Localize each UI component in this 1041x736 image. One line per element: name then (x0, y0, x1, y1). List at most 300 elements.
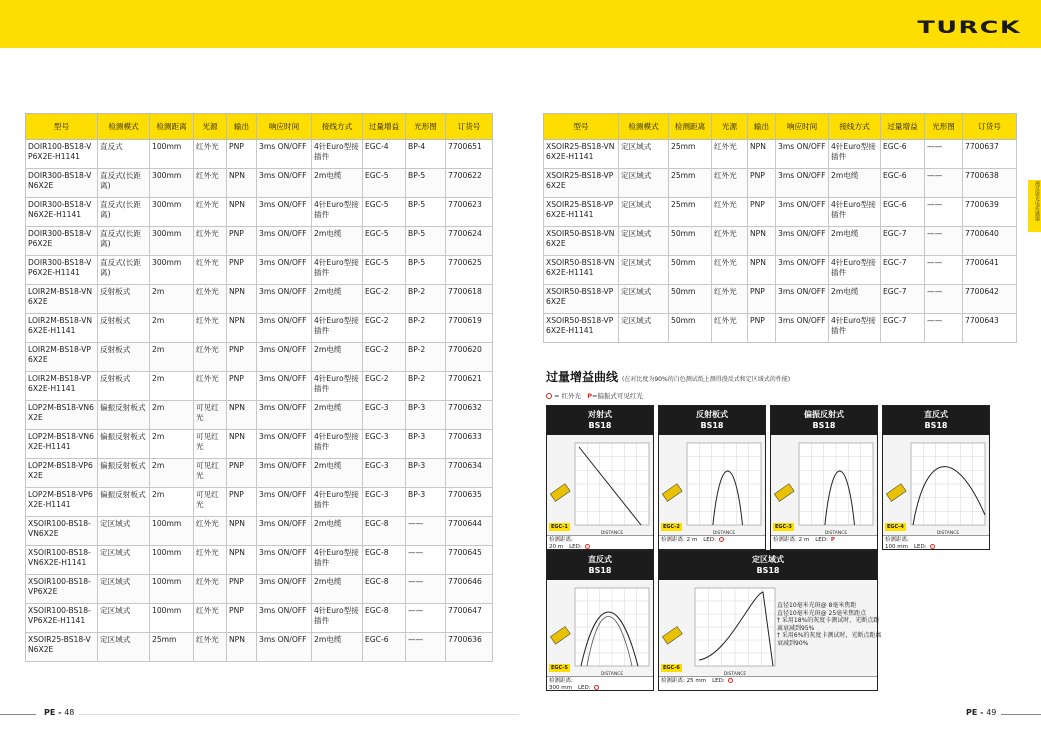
table-cell: 红外光 (712, 256, 748, 285)
table-cell: 定区域式 (619, 169, 669, 198)
table-row (26, 314, 493, 343)
table-cell: —— (925, 227, 963, 256)
table-cell: 红外光 (194, 517, 227, 546)
egc-badge: EGC-3 (775, 524, 792, 530)
table-cell: EGC-6 (881, 198, 925, 227)
gain-curve-graph (547, 435, 653, 535)
table-cell: NPN (227, 401, 257, 430)
table-cell: PNP (227, 343, 257, 372)
footer-rule-left (0, 714, 36, 715)
table-cell: 2m (150, 401, 194, 430)
table-cell: 7700635 (446, 488, 493, 517)
turck-logo: TURCK (917, 18, 1021, 38)
table-cell: 7700618 (446, 285, 493, 314)
table-cell: BP-5 (406, 256, 446, 285)
table-cell: 红外光 (712, 314, 748, 343)
table-cell: 100mm (150, 604, 194, 633)
table-cell: 3ms ON/OFF (776, 256, 829, 285)
panel-chart-area (659, 435, 765, 535)
page-number-left: PE - 48 (44, 708, 75, 717)
table-row (26, 430, 493, 459)
table-cell: 定区域式 (98, 575, 150, 604)
gain-curve-panel (770, 405, 878, 550)
table-cell: XSOIR50-BS18-VN6X2E (544, 227, 619, 256)
table-cell: 100mm (150, 140, 194, 169)
table-cell: 7700634 (446, 459, 493, 488)
infrared-circle-icon (585, 544, 590, 549)
table-cell: PNP (748, 285, 776, 314)
gain-curve-panel (546, 550, 654, 691)
table-cell: 300mm (150, 198, 194, 227)
table-cell: 3ms ON/OFF (776, 198, 829, 227)
table-cell: EGC-8 (363, 575, 406, 604)
table-row (544, 140, 1017, 169)
table-cell: 7700620 (446, 343, 493, 372)
gain-curve-panel (546, 405, 654, 550)
table-cell: 3ms ON/OFF (257, 401, 312, 430)
table-cell: 4针Euro型接插件 (312, 140, 363, 169)
table-cell: LOIR2M-BS18-VN6X2E (26, 285, 98, 314)
table-cell: PNP (227, 227, 257, 256)
table-cell: 偏振反射板式 (98, 488, 150, 517)
table-cell: EGC-6 (881, 140, 925, 169)
table-cell: 7700619 (446, 314, 493, 343)
table-row (26, 459, 493, 488)
table-cell: —— (925, 285, 963, 314)
table-cell: 4针Euro型接插件 (829, 140, 881, 169)
table-cell: 定区域式 (619, 227, 669, 256)
table-cell: 7700640 (963, 227, 1017, 256)
footer-rule-left-light (79, 714, 519, 715)
table-cell: 2m (150, 285, 194, 314)
table-cell: 7700632 (446, 401, 493, 430)
egc-badge: EGC-5 (551, 665, 568, 671)
table-cell: 50mm (669, 314, 712, 343)
table-row (26, 198, 493, 227)
table-cell: 3ms ON/OFF (776, 227, 829, 256)
table-cell: 7700638 (963, 169, 1017, 198)
column-header: 过量增益 (363, 114, 406, 140)
table-cell: PNP (748, 198, 776, 227)
table-cell: EGC-2 (363, 372, 406, 401)
x-axis-label: DISTANCE (723, 672, 747, 676)
column-header: 型号 (544, 114, 619, 140)
table-cell: EGC-4 (363, 140, 406, 169)
table-cell: 50mm (669, 285, 712, 314)
table-cell: EGC-8 (363, 546, 406, 575)
table-cell: 4针Euro型接插件 (312, 546, 363, 575)
table-cell: 定区域式 (619, 314, 669, 343)
table-row (544, 314, 1017, 343)
panel-footer: 检测距离: 2 m LED: (659, 535, 765, 549)
table-cell: PNP (227, 140, 257, 169)
table-cell: EGC-7 (881, 285, 925, 314)
table-row (26, 488, 493, 517)
table-cell: 3ms ON/OFF (257, 633, 312, 662)
table-cell: 红外光 (194, 343, 227, 372)
gain-curve-panel (882, 405, 990, 550)
table-cell: 红外光 (194, 169, 227, 198)
table-cell: 4针Euro型接插件 (829, 198, 881, 227)
column-header: 输出 (227, 114, 257, 140)
table-cell: 可见红光 (194, 430, 227, 459)
table-cell: BP-3 (406, 401, 446, 430)
table-cell: 4针Euro型接插件 (312, 604, 363, 633)
table-cell: 红外光 (194, 198, 227, 227)
table-cell: —— (406, 633, 446, 662)
table-cell: 100mm (150, 575, 194, 604)
table-cell: EGC-5 (363, 169, 406, 198)
table-cell: 7700643 (963, 314, 1017, 343)
table-row (544, 285, 1017, 314)
table-cell: PNP (748, 169, 776, 198)
infrared-circle-icon (546, 393, 552, 399)
table-cell: 25mm (669, 140, 712, 169)
table-cell: 2m电缆 (312, 285, 363, 314)
x-axis-label: DISTANCE (600, 672, 624, 676)
table-cell: 定区域式 (619, 140, 669, 169)
table-row (544, 169, 1017, 198)
table-cell: NPN (227, 169, 257, 198)
table-cell: —— (925, 169, 963, 198)
table-cell: 直反式 (98, 140, 150, 169)
egc-badge: EGC-1 (551, 524, 568, 530)
table-cell: 7700624 (446, 227, 493, 256)
table-cell: 2m (150, 314, 194, 343)
table-cell: PNP (227, 604, 257, 633)
table-cell: 300mm (150, 227, 194, 256)
table-cell: BP-3 (406, 459, 446, 488)
table-cell: 3ms ON/OFF (257, 169, 312, 198)
table-cell: 4针Euro型接插件 (312, 256, 363, 285)
table-cell: 直反式(长距离) (98, 169, 150, 198)
panel-footer: 检测距离: 20 m LED: (547, 535, 653, 549)
table-cell: 反射板式 (98, 343, 150, 372)
table-cell: 红外光 (712, 198, 748, 227)
table-row (26, 169, 493, 198)
panel-chart-area (659, 580, 882, 676)
polarized-p-icon: P (587, 392, 592, 400)
table-cell: LOP2M-BS18-VN6X2E-H1141 (26, 430, 98, 459)
table-cell: EGC-5 (363, 227, 406, 256)
table-cell: —— (406, 517, 446, 546)
table-cell: NPN (227, 285, 257, 314)
table-cell: 7700637 (963, 140, 1017, 169)
table-cell: LOP2M-BS18-VP6X2E (26, 459, 98, 488)
table-cell: 偏振反射板式 (98, 430, 150, 459)
table-cell: NPN (227, 546, 257, 575)
table-cell: 2m (150, 459, 194, 488)
table-cell: 红外光 (712, 285, 748, 314)
table-cell: 2m电缆 (312, 459, 363, 488)
table-cell: 3ms ON/OFF (257, 459, 312, 488)
table-cell: 3ms ON/OFF (257, 343, 312, 372)
table-cell: —— (925, 140, 963, 169)
left-spec-table (25, 113, 493, 662)
table-row (26, 256, 493, 285)
table-cell: 2m电缆 (312, 401, 363, 430)
table-cell: 7700621 (446, 372, 493, 401)
table-cell: 3ms ON/OFF (257, 372, 312, 401)
panel-footer: 检测距离: 300 mm LED: (547, 676, 653, 690)
table-cell: 红外光 (194, 604, 227, 633)
table-row (26, 546, 493, 575)
table-cell: 3ms ON/OFF (257, 256, 312, 285)
table-cell: BP-4 (406, 140, 446, 169)
table-cell: 7700641 (963, 256, 1017, 285)
table-row (26, 633, 493, 662)
table-row (26, 140, 493, 169)
table-cell: XSOIR50-BS18-VN6X2E-H1141 (544, 256, 619, 285)
table-cell: —— (406, 604, 446, 633)
table-cell: EGC-7 (881, 227, 925, 256)
table-cell: 2m (150, 488, 194, 517)
egc-badge: EGC-4 (887, 524, 904, 530)
table-cell: EGC-6 (363, 633, 406, 662)
table-cell: 300mm (150, 169, 194, 198)
table-cell: NPN (227, 314, 257, 343)
x-axis-label: DISTANCE (936, 531, 960, 535)
x-axis-label: DISTANCE (600, 531, 624, 535)
table-cell: 25mm (669, 169, 712, 198)
table-cell: 红外光 (712, 227, 748, 256)
table-cell: EGC-2 (363, 343, 406, 372)
table-cell: NPN (227, 517, 257, 546)
table-cell: 100mm (150, 546, 194, 575)
table-cell: 偏振反射板式 (98, 459, 150, 488)
table-cell: DOIR100-BS18-VP6X2E-H1141 (26, 140, 98, 169)
table-cell: 7700645 (446, 546, 493, 575)
table-cell: 4针Euro型接插件 (829, 314, 881, 343)
table-cell: DOIR300-BS18-VN6X2E-H1141 (26, 198, 98, 227)
table-cell: BP-2 (406, 285, 446, 314)
table-cell: 7700644 (446, 517, 493, 546)
table-cell: 3ms ON/OFF (257, 314, 312, 343)
table-cell: 50mm (669, 256, 712, 285)
table-cell: 300mm (150, 256, 194, 285)
table-cell: NPN (748, 140, 776, 169)
column-header: 接线方式 (829, 114, 881, 140)
table-cell: 7700642 (963, 285, 1017, 314)
table-cell: 3ms ON/OFF (257, 517, 312, 546)
column-header: 输出 (748, 114, 776, 140)
sensor-illustration (550, 484, 570, 502)
panel-chart-area (771, 435, 877, 535)
gain-curve-graph (659, 435, 765, 535)
table-row (26, 285, 493, 314)
column-header: 光形图 (406, 114, 446, 140)
table-cell: EGC-8 (363, 604, 406, 633)
infrared-circle-icon (719, 537, 724, 542)
table-row (26, 604, 493, 633)
panel-chart-area (547, 580, 653, 676)
curve-legend: = 红外光 P=偏振式可见红光 (546, 391, 643, 400)
table-cell: DOIR300-BS18-VP6X2E (26, 227, 98, 256)
table-cell: 7700623 (446, 198, 493, 227)
table-cell: 2m电缆 (829, 169, 881, 198)
table-cell: 可见红光 (194, 401, 227, 430)
table-cell: XSOIR50-BS18-VP6X2E-H1141 (544, 314, 619, 343)
table-cell: 3ms ON/OFF (257, 430, 312, 459)
table-cell: —— (406, 546, 446, 575)
table-cell: BP-2 (406, 314, 446, 343)
sensor-illustration (774, 484, 794, 502)
gain-curve-graph (547, 580, 653, 676)
table-cell: 3ms ON/OFF (257, 140, 312, 169)
table-cell: 红外光 (194, 546, 227, 575)
table-cell: —— (925, 198, 963, 227)
table-cell: 定区域式 (98, 517, 150, 546)
note-line: 直径10毫米光斑@ 8毫米焦距 (777, 602, 857, 609)
table-cell: PNP (227, 459, 257, 488)
table-cell: EGC-3 (363, 430, 406, 459)
sensor-illustration (662, 484, 682, 502)
table-cell: XSOIR100-BS18-VP6X2E (26, 575, 98, 604)
x-axis-label: DISTANCE (712, 531, 736, 535)
panel-header: 定区域式 BS18 (659, 551, 877, 580)
table-cell: 4针Euro型接插件 (312, 372, 363, 401)
table-cell: LOP2M-BS18-VN6X2E (26, 401, 98, 430)
table-cell: LOIR2M-BS18-VP6X2E (26, 343, 98, 372)
table-cell: 直反式(长距离) (98, 256, 150, 285)
table-cell: 7700651 (446, 140, 493, 169)
table-cell: 3ms ON/OFF (776, 314, 829, 343)
table-cell: 红外光 (194, 256, 227, 285)
column-header: 型号 (26, 114, 98, 140)
panel-footer: 检测距离: 25 mm LED: (659, 676, 877, 690)
table-cell: 定区域式 (619, 198, 669, 227)
top-header-bar (0, 0, 1041, 48)
table-cell: EGC-3 (363, 488, 406, 517)
infrared-circle-icon (594, 685, 599, 690)
curve-notes (777, 602, 882, 647)
gain-curve-title: 过量增益曲线 (546, 370, 619, 384)
table-cell: 红外光 (194, 140, 227, 169)
table-cell: 3ms ON/OFF (257, 604, 312, 633)
table-cell: XSOIR100-BS18-VN6X2E (26, 517, 98, 546)
table-cell: 反射板式 (98, 372, 150, 401)
table-cell: EGC-7 (881, 256, 925, 285)
table-cell: 可见红光 (194, 488, 227, 517)
table-cell: PNP (748, 314, 776, 343)
table-cell: 红外光 (712, 169, 748, 198)
table-cell: 直反式(长距离) (98, 227, 150, 256)
table-cell: EGC-5 (363, 256, 406, 285)
table-cell: DOIR300-BS18-VP6X2E-H1141 (26, 256, 98, 285)
panel-header: 反射板式 BS18 (659, 406, 765, 435)
table-cell: 2m电缆 (312, 169, 363, 198)
polarized-p-icon: P (830, 537, 835, 543)
x-axis-label: DISTANCE (824, 531, 848, 535)
table-cell: LOIR2M-BS18-VN6X2E-H1141 (26, 314, 98, 343)
table-cell: 定区域式 (619, 256, 669, 285)
table-cell: 2m电缆 (312, 343, 363, 372)
table-cell: 7700625 (446, 256, 493, 285)
column-header: 订货号 (963, 114, 1017, 140)
table-cell: EGC-7 (881, 314, 925, 343)
infrared-circle-icon (930, 544, 935, 549)
table-cell: 定区域式 (619, 285, 669, 314)
table-cell: 红外光 (712, 140, 748, 169)
table-cell: XSOIR25-BS18-VN6X2E-H1141 (544, 140, 619, 169)
table-cell: 定区域式 (98, 546, 150, 575)
table-cell: 3ms ON/OFF (257, 488, 312, 517)
table-cell: —— (925, 256, 963, 285)
table-cell: 3ms ON/OFF (776, 285, 829, 314)
table-cell: BP-5 (406, 198, 446, 227)
note-line: † 采用6%的灰度卡测试时，光断点距离衰减到90% (777, 632, 882, 647)
sensor-illustration (662, 626, 682, 644)
column-header: 订货号 (446, 114, 493, 140)
table-cell: 2m (150, 343, 194, 372)
table-cell: DOIR300-BS18-VN6X2E (26, 169, 98, 198)
infrared-circle-icon (728, 678, 733, 683)
table-cell: BP-3 (406, 488, 446, 517)
table-cell: XSOIR25-BS18-VN6X2E (26, 633, 98, 662)
table-cell: 可见红光 (194, 459, 227, 488)
table-cell: EGC-3 (363, 459, 406, 488)
table-cell: 定区域式 (98, 604, 150, 633)
table-row (26, 343, 493, 372)
table-cell: EGC-6 (881, 169, 925, 198)
panel-footer: 检测距离: 2 m LED: P (771, 535, 877, 549)
table-cell: NPN (227, 633, 257, 662)
table-cell: 红外光 (194, 285, 227, 314)
table-cell: NPN (748, 227, 776, 256)
table-cell: PNP (227, 372, 257, 401)
column-header: 响应时间 (776, 114, 829, 140)
column-header: 响应时间 (257, 114, 312, 140)
table-cell: NPN (227, 198, 257, 227)
table-cell: 3ms ON/OFF (776, 169, 829, 198)
table-cell: PNP (227, 488, 257, 517)
table-cell: XSOIR100-BS18-VN6X2E-H1141 (26, 546, 98, 575)
table-cell: 红外光 (194, 227, 227, 256)
table-cell: 7700646 (446, 575, 493, 604)
sensor-illustration (550, 626, 570, 644)
table-cell: 2m电缆 (312, 227, 363, 256)
table-row (26, 575, 493, 604)
panel-header: 直反式 BS18 (547, 551, 653, 580)
table-cell: 偏振反射板式 (98, 401, 150, 430)
note-line: † 采用18%的灰度卡测试时，光断点距离衰减到95% (777, 617, 880, 632)
table-cell: 红外光 (194, 372, 227, 401)
table-cell: 50mm (669, 227, 712, 256)
right-spec-table (543, 113, 1017, 343)
column-header: 检测模式 (98, 114, 150, 140)
note-line: 直径10毫米光斑@ 25毫米焦距点 (777, 609, 867, 617)
table-cell: 2m (150, 372, 194, 401)
table-cell: BP-2 (406, 343, 446, 372)
table-cell: 4针Euro型接插件 (312, 430, 363, 459)
table-cell: 2m电缆 (312, 517, 363, 546)
table-cell: 4针Euro型接插件 (312, 314, 363, 343)
table-cell: EGC-2 (363, 285, 406, 314)
table-row (26, 372, 493, 401)
table-cell: 2m电缆 (829, 227, 881, 256)
table-cell: 直反式(长距离) (98, 198, 150, 227)
gain-curve-heading (546, 366, 790, 385)
section-side-tab: 漫反射光电传感器 (1028, 180, 1041, 232)
table-cell: 4针Euro型接插件 (829, 256, 881, 285)
table-cell: XSOIR100-BS18-VP6X2E-H1141 (26, 604, 98, 633)
page-number-right: PE - 49 (966, 708, 997, 717)
table-cell: BP-3 (406, 430, 446, 459)
table-cell: —— (925, 314, 963, 343)
column-header: 光源 (712, 114, 748, 140)
table-cell: 4针Euro型接插件 (312, 198, 363, 227)
table-row (544, 256, 1017, 285)
